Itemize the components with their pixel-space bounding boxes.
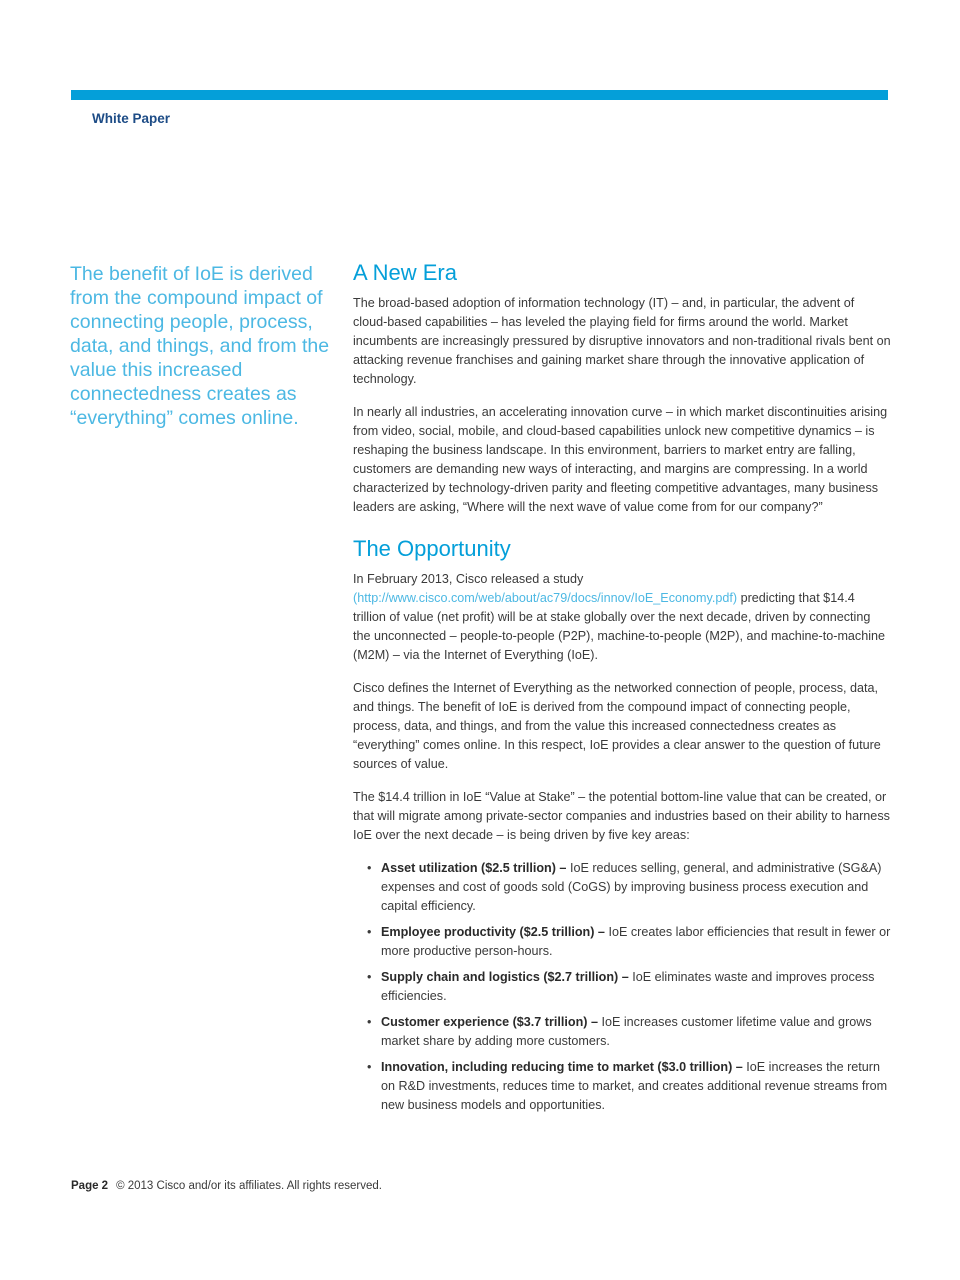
document-type-label: White Paper xyxy=(92,111,171,126)
list-item xyxy=(367,1058,891,1115)
study-link[interactable]: (http://www.cisco.com/web/about/ac79/docs/innov/IoE_Economy.pdf) xyxy=(353,591,738,605)
list-item-text: IoE eliminates waste and improves process efficiencies. xyxy=(381,970,875,1003)
list-item-text: IoE creates labor efficiencies that result in fewer or more productive person-hours. xyxy=(381,925,891,958)
section-heading-new-era: A New Era xyxy=(353,260,457,285)
list-item-title: Asset utilization ($2.5 trillion) – xyxy=(381,861,567,875)
bullet-icon: • xyxy=(367,861,372,875)
paragraph: The broad-based adoption of information technology (IT) – and, in particular, the advent of cloud-based capabilities – has leveled the playing field for firms around the world. Market incumbents are increasingly pressured by disruptive innovators and non-traditional rivals bent on attacking revenue franchises and gaining market share through the innovative application of technology. xyxy=(353,296,891,386)
pull-quote: The benefit of IoE is derived from the compound impact of connecting people, process, data, and things, and from the value this increased connectedness creates as “everything” comes online. xyxy=(70,263,330,429)
bullet-icon: • xyxy=(367,970,372,984)
bullet-icon: • xyxy=(367,925,372,939)
paragraph xyxy=(353,570,891,665)
list-item-text: IoE reduces selling, general, and administrative (SG&A) expenses and cost of goods sold (CoGS) by improving business process execution and capital efficiency. xyxy=(381,861,882,913)
paragraph-text: In February 2013, Cisco released a study xyxy=(353,572,584,586)
header-accent-bar xyxy=(71,90,888,100)
copyright-notice: © 2013 Cisco and/or its affiliates. All rights reserved. xyxy=(116,1180,382,1192)
list-item xyxy=(367,923,891,961)
list-item-text: IoE increases customer lifetime value and grows market share by adding more customers. xyxy=(381,1015,872,1048)
list-item xyxy=(367,859,891,916)
paragraph: Cisco defines the Internet of Everything as the networked connection of people, process, data, and things. The benefit of IoE is derived from the compound impact of connecting people, process, data, and things, and from the value this increased connectedness creates as “everything” comes online. In this respect, IoE provides a clear answer to the question of future sources of value. xyxy=(353,681,881,771)
list-item-text: IoE increases the return on R&D investments, reduces time to market, and creates additional revenue streams from new business models and opportunities. xyxy=(381,1060,888,1112)
bullet-icon: • xyxy=(367,1060,372,1074)
list-item xyxy=(367,968,891,1006)
paragraph-text: predicting that $14.4 trillion of value (net profit) will be at stake globally over the next decade, driven by connecting the unconnected – people-to-people (P2P), machine-to-people (M2P), and machine-to-machine (M2M) – via the Internet of Everything (IoE). xyxy=(353,591,886,662)
paragraph: The $14.4 trillion in IoE “Value at Stake” – the potential bottom-line value that can be created, or that will migrate among private-sector companies and industries based on their ability to harness IoE over the next decade – is being driven by five key areas: xyxy=(353,790,890,842)
page-footer xyxy=(71,1180,382,1192)
section-heading-opportunity: The Opportunity xyxy=(353,536,511,561)
list-item-title: Customer experience ($3.7 trillion) – xyxy=(381,1015,598,1029)
list-item-title: Innovation, including reducing time to market ($3.0 trillion) – xyxy=(381,1060,743,1074)
main-content xyxy=(353,259,891,1122)
list-item-title: Supply chain and logistics ($2.7 trillion) – xyxy=(381,970,629,984)
list-item xyxy=(367,1013,891,1051)
bullet-icon: • xyxy=(367,1015,372,1029)
paragraph: In nearly all industries, an accelerating innovation curve – in which market discontinuities arising from video, social, mobile, and cloud-based capabilities unlock new competitive dynamics – is reshaping the business landscape. In this environment, barriers to market entry are falling, customers are demanding new ways of interacting, and margins are compressing. In a world characterized by technology-driven parity and fleeting competitive advantages, many business leaders are asking, “Where will the next wave of value come from for our company?” xyxy=(353,405,888,514)
list-item-title: Employee productivity ($2.5 trillion) – xyxy=(381,925,605,939)
key-areas-list xyxy=(353,859,891,1115)
page-number: Page 2 xyxy=(71,1180,109,1192)
